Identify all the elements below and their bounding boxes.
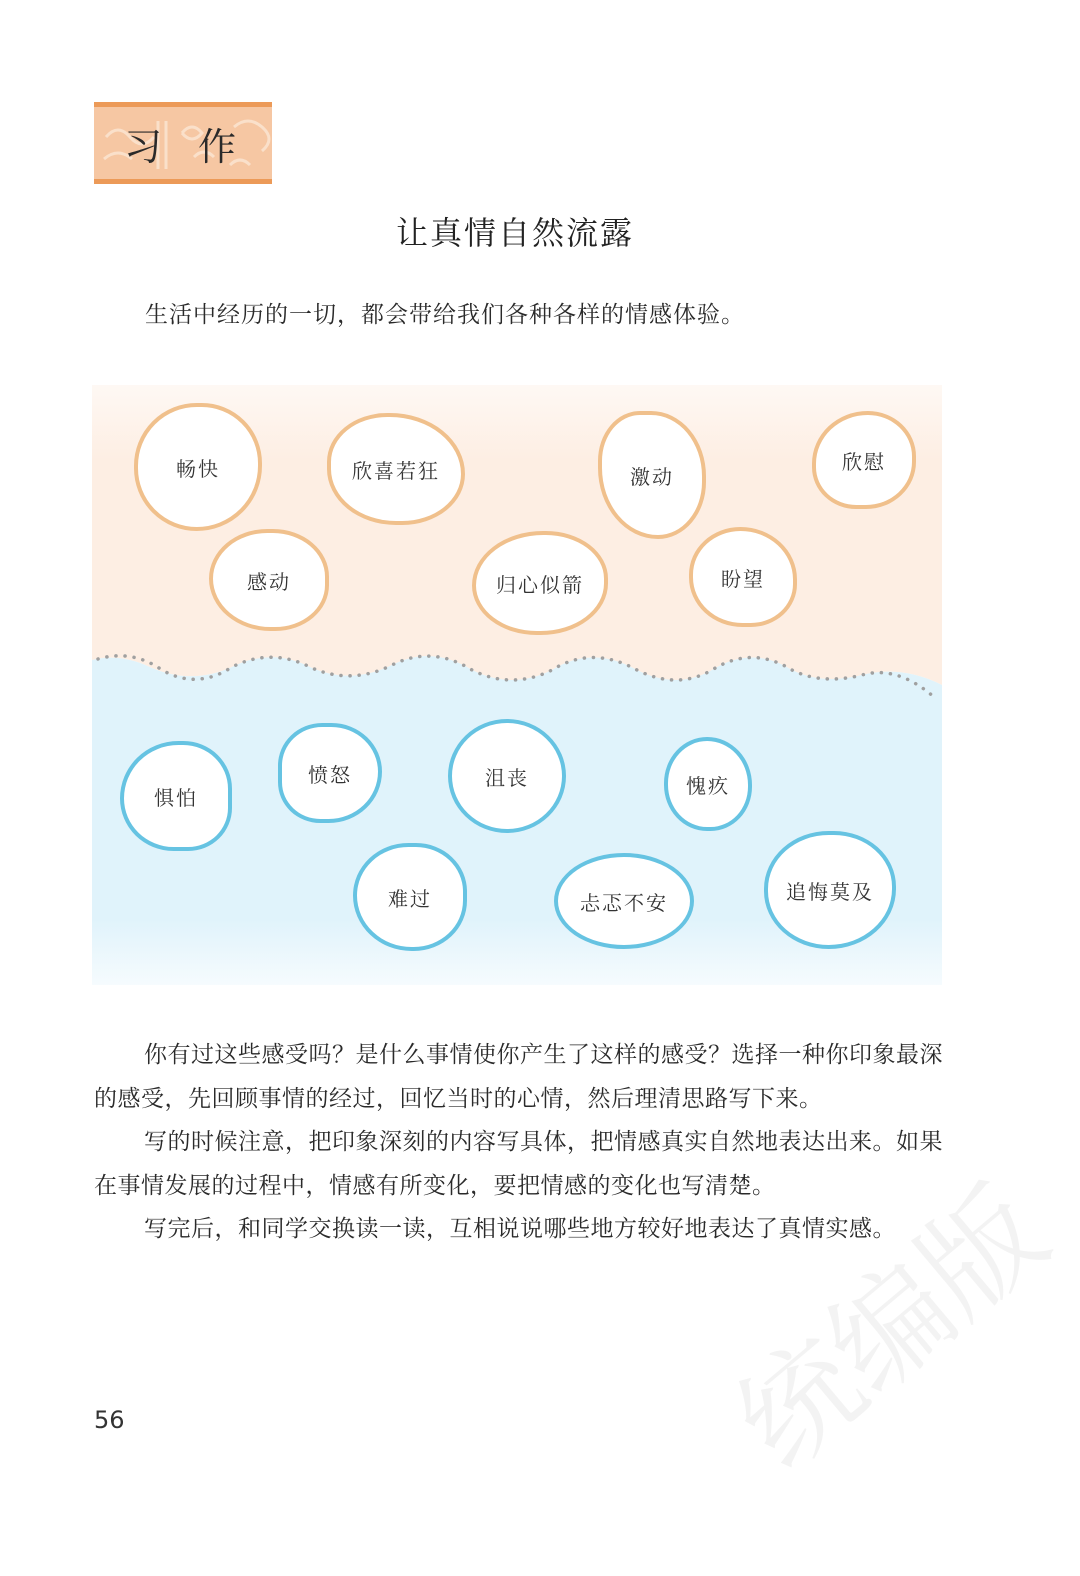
emotion-bubble: 盼望: [689, 527, 797, 627]
emotion-bubble: 忐忑不安: [554, 853, 694, 949]
emotion-bubble: 激动: [598, 411, 706, 539]
emotion-bubble: 畅快: [134, 403, 262, 531]
page-title: 让真情自然流露: [395, 214, 634, 252]
emotion-bubble: 欣慰: [812, 411, 916, 509]
paragraph: 写的时候注意，把印象深刻的内容写具体，把情感真实自然地表达出来。如果在事情发展的过程中，情感有所变化，要把情感的变化也写清楚。: [94, 1129, 943, 1199]
emotion-figure: [92, 385, 942, 985]
paragraph: 写完后，和同学交换读一读，互相说说哪些地方较好地表达了真情实感。: [144, 1216, 896, 1242]
emotion-bubble: 感动: [209, 529, 329, 631]
section-label-box: [94, 102, 272, 184]
emotion-bubble: 归心似箭: [472, 531, 608, 635]
paragraph: 你有过这些感受吗？是什么事情使你产生了这样的感受？选择一种你印象最深的感受，先回顾事情的经过，回忆当时的心情，然后理清思路写下来。: [94, 1042, 943, 1112]
page-number: 56: [94, 1406, 125, 1434]
emotion-bubble: 愧疚: [664, 737, 752, 831]
section-label: 习作: [124, 124, 272, 169]
watermark: 统编版: [711, 1161, 1072, 1495]
emotion-bubble: 愤怒: [278, 723, 382, 823]
intro-text: 生活中经历的一切，都会带给我们各种各样的情感体验。: [145, 302, 745, 328]
emotion-bubble: 追悔莫及: [764, 831, 896, 949]
emotion-bubble: 沮丧: [448, 719, 566, 833]
emotion-bubble: 难过: [353, 843, 467, 951]
emotion-bubble: 惧怕: [120, 741, 232, 851]
emotion-bubble: 欣喜若狂: [327, 413, 465, 525]
